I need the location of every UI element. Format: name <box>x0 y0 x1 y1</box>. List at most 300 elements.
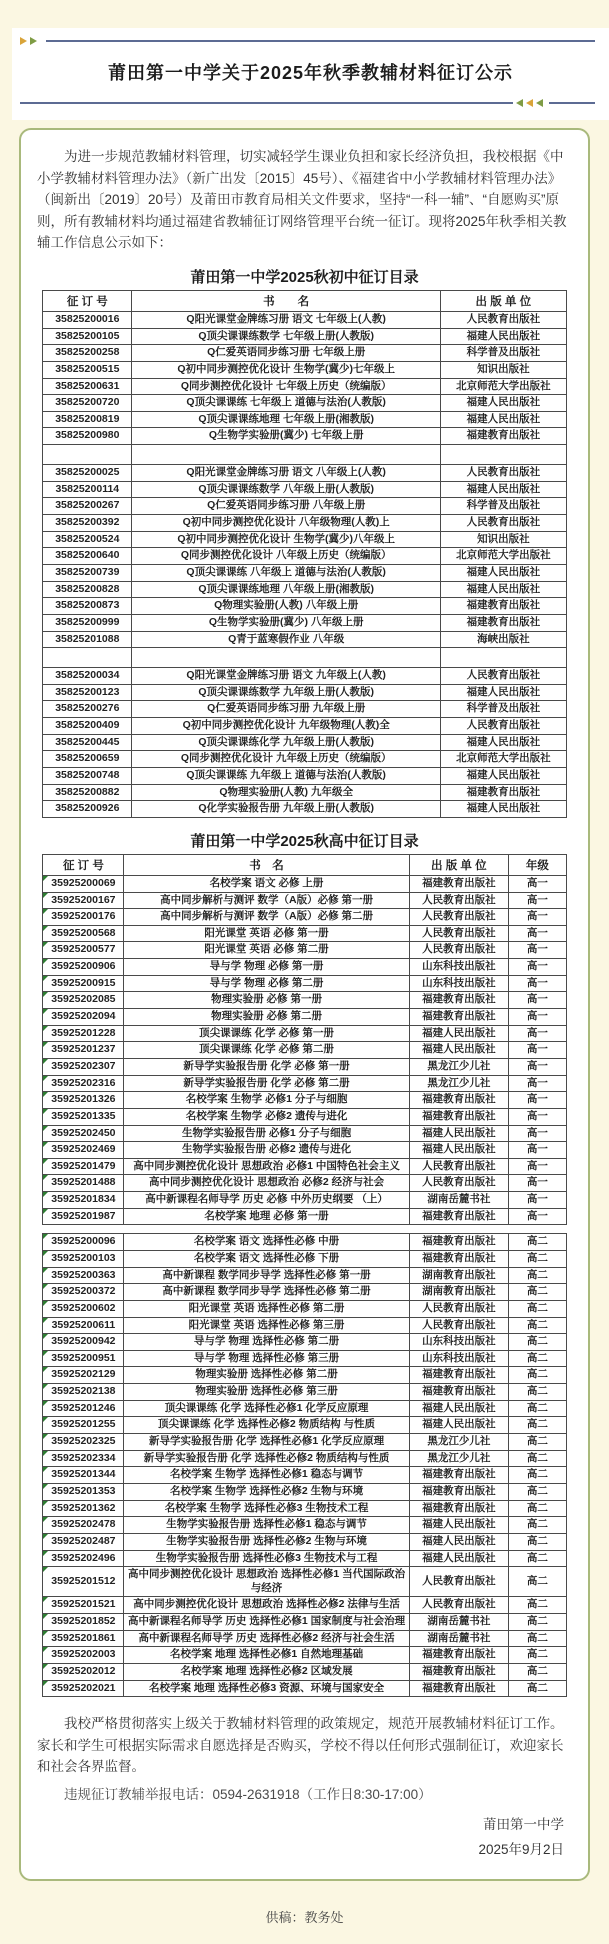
book-name-cell: 名校学案 语文 选择性必修 中册 <box>124 1234 409 1251</box>
table-row <box>43 734 566 751</box>
order-number-cell: 35825200105 <box>43 328 132 345</box>
order-number-cell: 35925201488 <box>43 1175 124 1192</box>
book-name-cell: 生物学实验报告册 选择性必修1 稳态与调节 <box>124 1517 409 1534</box>
book-name-cell: 新导学实验报告册 化学 必修 第二册 <box>124 1075 409 1092</box>
order-number-header: 征 订 号 <box>43 290 132 311</box>
publisher-cell: 福建人民出版社 <box>409 1550 508 1567</box>
table-row <box>43 1300 566 1317</box>
order-number-cell: 35825200748 <box>43 767 132 784</box>
publisher-cell: 福建教育出版社 <box>409 1234 508 1251</box>
table-row <box>43 1009 566 1026</box>
publisher-cell: 湖南岳麓书社 <box>409 1614 508 1631</box>
bottom-divider <box>12 99 609 107</box>
table-row <box>43 1025 566 1042</box>
book-name-cell: Q顶尖课课练化学 九年级上册(人教版) <box>132 734 441 751</box>
book-name-cell: 高中同步测控优化设计 思想政治 必修1 中国特色社会主义 <box>124 1158 409 1175</box>
book-name-cell: 名校学案 生物学 必修1 分子与细胞 <box>124 1092 409 1109</box>
cell-corner-marker-icon <box>43 1417 48 1422</box>
order-number-cell: 35925201255 <box>43 1417 124 1434</box>
arrow-right-gold-icon <box>20 37 27 45</box>
book-name-cell: 高中新课程名师导学 历史 必修 中外历史纲要 （上） <box>124 1192 409 1209</box>
order-number-cell: 35925200176 <box>43 909 124 926</box>
section-gap <box>37 1225 572 1233</box>
order-number-cell: 35925200096 <box>43 1234 124 1251</box>
table-row <box>43 1334 566 1351</box>
publisher-cell: 湖南教育出版社 <box>409 1267 508 1284</box>
book-name-cell: Q阳光课堂金牌练习册 语文 七年级上(人教) <box>132 311 441 328</box>
publisher-cell: 山东科技出版社 <box>409 975 508 992</box>
table-row <box>43 1142 566 1159</box>
table-row <box>43 909 566 926</box>
grade-cell: 高二 <box>509 1630 567 1647</box>
book-name-cell: 名校学案 地理 选择性必修2 区域发展 <box>124 1664 409 1681</box>
cell-corner-marker-icon <box>43 1334 48 1339</box>
order-number-cell: 35925200069 <box>43 875 124 892</box>
grade-cell: 高二 <box>509 1350 567 1367</box>
table-row <box>43 1234 566 1251</box>
book-name-cell: 物理实验册 选择性必修 第三册 <box>124 1384 409 1401</box>
book-name-cell: Q初中同步测控优化设计 生物学(冀少)七年级上 <box>132 361 441 378</box>
table-row <box>43 564 566 581</box>
publisher-cell: 湖南岳麓书社 <box>409 1630 508 1647</box>
publisher-cell: 福建人民出版社 <box>409 1125 508 1142</box>
publisher-cell: 福建人民出版社 <box>441 767 567 784</box>
table-row <box>43 992 566 1009</box>
book-name-cell: Q顶尖课课练地理 八年级上册(湘教版) <box>132 581 441 598</box>
order-number-cell: 35925201335 <box>43 1108 124 1125</box>
grade-cell: 高二 <box>509 1533 567 1550</box>
table-row <box>43 345 566 362</box>
publisher-cell: 福建教育出版社 <box>441 428 567 445</box>
order-number-cell: 35925200103 <box>43 1251 124 1268</box>
divider-line <box>20 102 513 104</box>
grade-cell: 高二 <box>509 1517 567 1534</box>
intro-paragraph: 为进一步规范教辅材料管理，切实减轻学生课业负担和家长经济负担，我校根据《中小学教辅材料管理办法》（新广出发〔2015〕45号）、《福建省中小学教辅材料管理办法》（闽新出〔2019〕20号）及莆田市教育局相关文件要求，坚持“一科一辅”、“自愿购买”原则，所有教辅材料均通过福建省教辅征订网络管理平台统一征订。现将2025年秋季相关教辅工作信息公示如下： <box>37 149 567 251</box>
grade-cell: 高一 <box>509 925 567 942</box>
order-number-cell: 35925200363 <box>43 1267 124 1284</box>
order-number-cell: 35925202469 <box>43 1142 124 1159</box>
book-name-cell: 名校学案 生物学 必修2 遗传与进化 <box>124 1108 409 1125</box>
table-row <box>43 684 566 701</box>
order-number-cell: 35925200611 <box>43 1317 124 1334</box>
table-row <box>43 1192 566 1209</box>
book-name-cell: 导与学 物理 选择性必修 第三册 <box>124 1350 409 1367</box>
publisher-cell: 福建人民出版社 <box>441 481 567 498</box>
grade-cell: 高一 <box>509 1075 567 1092</box>
senior-order-table-grade12 <box>42 1233 566 1697</box>
publisher-cell: 福建教育出版社 <box>409 1467 508 1484</box>
order-number-cell: 35825200819 <box>43 411 132 428</box>
table-row <box>43 784 566 801</box>
cell-corner-marker-icon <box>43 1517 48 1522</box>
table-row <box>43 1384 566 1401</box>
table-row <box>43 1108 566 1125</box>
order-number-cell: 35925202138 <box>43 1384 124 1401</box>
book-name-cell: 生物学实验报告册 选择性必修2 生物与环境 <box>124 1533 409 1550</box>
senior-order-table-grade11 <box>42 854 566 1225</box>
table-row <box>43 498 566 515</box>
book-name-cell: 名校学案 生物学 选择性必修3 生物技术工程 <box>124 1500 409 1517</box>
book-name-cell: Q同步测控优化设计 八年级上历史（统编版） <box>132 548 441 565</box>
publisher-cell: 福建人民出版社 <box>441 684 567 701</box>
book-name-cell: 物理实验册 选择性必修 第二册 <box>124 1367 409 1384</box>
publisher-cell: 北京师范大学出版社 <box>441 751 567 768</box>
table-row <box>43 1075 566 1092</box>
order-number-cell <box>43 648 132 668</box>
order-number-cell: 35925202496 <box>43 1550 124 1567</box>
publisher-cell: 科学普及出版社 <box>441 498 567 515</box>
grade-cell: 高一 <box>509 1125 567 1142</box>
grade-cell: 高一 <box>509 1208 567 1225</box>
table-row <box>43 1500 566 1517</box>
cell-corner-marker-icon <box>43 959 48 964</box>
publisher-cell: 福建教育出版社 <box>409 1108 508 1125</box>
publisher-cell: 福建教育出版社 <box>409 1680 508 1697</box>
book-name-cell: Q仁爱英语同步练习册 八年级上册 <box>132 498 441 515</box>
order-number-cell: 35925200372 <box>43 1284 124 1301</box>
order-number-cell: 35825200999 <box>43 614 132 631</box>
grade-cell: 高一 <box>509 909 567 926</box>
book-name-cell: 高中新课程名师导学 历史 选择性必修2 经济与社会生活 <box>124 1630 409 1647</box>
top-divider <box>12 37 609 45</box>
table-row <box>43 1092 566 1109</box>
book-name-cell: 高中同步测控优化设计 思想政治 选择性必修1 当代国际政治与经济 <box>124 1567 409 1597</box>
order-number-cell: 35825200267 <box>43 498 132 515</box>
publisher-cell: 人民教育出版社 <box>409 1300 508 1317</box>
grade-cell: 高一 <box>509 1108 567 1125</box>
book-name-cell: Q初中同步测控优化设计 生物学(冀少)八年级上 <box>132 531 441 548</box>
cell-corner-marker-icon <box>43 1234 48 1239</box>
book-name-cell: Q顶尖课课练 八年级上 道德与法治(人教版) <box>132 564 441 581</box>
publisher-cell: 人民教育出版社 <box>409 925 508 942</box>
cell-corner-marker-icon <box>43 1076 48 1081</box>
grade-cell: 高二 <box>509 1317 567 1334</box>
publisher-cell: 福建教育出版社 <box>409 1009 508 1026</box>
book-name-cell: 高中新课程 数学同步导学 选择性必修 第二册 <box>124 1284 409 1301</box>
table-row <box>43 767 566 784</box>
table-row <box>43 1125 566 1142</box>
book-name-cell: Q初中同步测控优化设计 九年级物理(人教)全 <box>132 718 441 735</box>
cell-corner-marker-icon <box>43 893 48 898</box>
book-name-cell: Q物理实验册(人教) 九年级全 <box>132 784 441 801</box>
order-number-cell: 35925202003 <box>43 1647 124 1664</box>
table-row <box>43 1367 566 1384</box>
book-name-cell: 生物学实验报告册 选择性必修3 生物技术与工程 <box>124 1550 409 1567</box>
table-row <box>43 598 566 615</box>
junior-order-table <box>42 290 566 818</box>
table-row <box>43 1175 566 1192</box>
table-row <box>43 428 566 445</box>
table-row <box>43 581 566 598</box>
order-number-cell: 35925201353 <box>43 1483 124 1500</box>
table-row <box>43 701 566 718</box>
grade-cell: 高二 <box>509 1664 567 1681</box>
publisher-cell: 福建教育出版社 <box>409 1208 508 1225</box>
book-name-cell: Q仁爱英语同步练习册 九年级上册 <box>132 701 441 718</box>
book-name-cell: 新导学实验报告册 化学 必修 第一册 <box>124 1058 409 1075</box>
order-number-cell: 35925200942 <box>43 1334 124 1351</box>
publisher-cell: 福建教育出版社 <box>409 1500 508 1517</box>
publisher-header: 出 版 单 位 <box>409 854 508 875</box>
book-name-cell: Q顶尖课课练数学 七年级上册(人教版) <box>132 328 441 345</box>
publisher-cell: 知识出版社 <box>441 531 567 548</box>
order-number-cell: 35825200025 <box>43 465 132 482</box>
book-name-cell: Q阳光课堂金牌练习册 语文 九年级上(人教) <box>132 668 441 685</box>
grade-cell: 高二 <box>509 1334 567 1351</box>
table-row <box>43 1042 566 1059</box>
cell-corner-marker-icon <box>43 1284 48 1289</box>
table-row <box>43 718 566 735</box>
order-number-cell: 35825200392 <box>43 515 132 532</box>
table-row <box>43 1614 566 1631</box>
table-row <box>43 1567 566 1597</box>
order-number-cell: 35825200524 <box>43 531 132 548</box>
order-number-cell: 35925201512 <box>43 1567 124 1597</box>
junior-table-title: 莆田第一中学2025秋初中征订目录 <box>190 268 419 286</box>
table-row <box>43 515 566 532</box>
publisher-cell: 黑龙江少儿社 <box>409 1434 508 1451</box>
order-number-cell: 35925202325 <box>43 1434 124 1451</box>
publisher-cell: 福建人民出版社 <box>409 1533 508 1550</box>
publisher-cell: 福建教育出版社 <box>409 1647 508 1664</box>
publisher-cell: 湖南教育出版社 <box>409 1284 508 1301</box>
grade-cell: 高二 <box>509 1680 567 1697</box>
table-row <box>43 751 566 768</box>
publisher-cell: 人民教育出版社 <box>409 942 508 959</box>
grade-cell: 高二 <box>509 1450 567 1467</box>
table-row <box>43 631 566 648</box>
book-name-cell: 顶尖课课练 化学 必修 第一册 <box>124 1025 409 1042</box>
publisher-cell: 科学普及出版社 <box>441 701 567 718</box>
publisher-cell: 福建教育出版社 <box>409 1092 508 1109</box>
publisher-cell: 湖南岳麓书社 <box>409 1192 508 1209</box>
grade-cell: 高一 <box>509 1175 567 1192</box>
publisher-cell: 福建教育出版社 <box>409 1251 508 1268</box>
publisher-cell: 福建教育出版社 <box>441 784 567 801</box>
grade-cell: 高一 <box>509 1058 567 1075</box>
cell-corner-marker-icon <box>43 909 48 914</box>
table-row <box>43 411 566 428</box>
publisher-cell: 福建教育出版社 <box>409 1483 508 1500</box>
publisher-cell: 福建人民出版社 <box>441 801 567 818</box>
cell-corner-marker-icon <box>43 1351 48 1356</box>
table-row <box>43 548 566 565</box>
cell-corner-marker-icon <box>43 1175 48 1180</box>
book-name-cell: 高中同步测控优化设计 思想政治 必修2 经济与社会 <box>124 1175 409 1192</box>
table-row <box>43 378 566 395</box>
grade-cell: 高一 <box>509 1142 567 1159</box>
publisher-cell: 福建人民出版社 <box>409 1042 508 1059</box>
divider-line <box>549 102 595 104</box>
order-number-cell: 35925202450 <box>43 1125 124 1142</box>
arrow-left-green-icon <box>516 99 523 107</box>
book-name-header: 书 名 <box>132 290 441 311</box>
table-row <box>43 361 566 378</box>
grade-cell: 高一 <box>509 1092 567 1109</box>
grade-cell: 高一 <box>509 892 567 909</box>
book-name-cell: 阳光课堂 英语 选择性必修 第三册 <box>124 1317 409 1334</box>
page-header <box>12 28 609 120</box>
order-number-cell: 35925202021 <box>43 1680 124 1697</box>
publisher-cell: 福建人民出版社 <box>441 581 567 598</box>
page <box>0 28 609 1944</box>
grade-cell: 高一 <box>509 1158 567 1175</box>
book-name-cell: 导与学 物理 选择性必修 第二册 <box>124 1334 409 1351</box>
order-number-cell: 35925200951 <box>43 1350 124 1367</box>
order-number-cell: 35825200882 <box>43 784 132 801</box>
order-number-cell: 35825200123 <box>43 684 132 701</box>
book-name-cell: 阳光课堂 英语 必修 第二册 <box>124 942 409 959</box>
book-name-cell: 阳光课堂 英语 必修 第一册 <box>124 925 409 942</box>
grade-header: 年级 <box>509 854 567 875</box>
cell-corner-marker-icon <box>43 1597 48 1602</box>
table-row <box>43 1058 566 1075</box>
cell-corner-marker-icon <box>43 1251 48 1256</box>
order-number-cell: 35925200577 <box>43 942 124 959</box>
publisher-cell: 人民教育出版社 <box>409 1158 508 1175</box>
cell-corner-marker-icon <box>43 1484 48 1489</box>
table-row <box>43 1450 566 1467</box>
publisher-cell: 人民教育出版社 <box>441 668 567 685</box>
order-number-cell: 35925200167 <box>43 892 124 909</box>
order-number-cell: 35925202129 <box>43 1367 124 1384</box>
order-number-cell: 35825200659 <box>43 751 132 768</box>
book-name-cell: 物理实验册 必修 第二册 <box>124 1009 409 1026</box>
book-name-cell: Q顶尖课课练 七年级上 道德与法治(人教版) <box>132 395 441 412</box>
table-row <box>43 614 566 631</box>
publisher-cell: 黑龙江少儿社 <box>409 1058 508 1075</box>
order-number-cell: 35925202478 <box>43 1517 124 1534</box>
order-number-cell: 35925201326 <box>43 1092 124 1109</box>
order-number-cell: 35825200828 <box>43 581 132 598</box>
order-number-cell: 35925201246 <box>43 1400 124 1417</box>
arrow-left-green-icon <box>536 99 543 107</box>
cell-corner-marker-icon <box>43 1042 48 1047</box>
cell-corner-marker-icon <box>43 976 48 981</box>
cell-corner-marker-icon <box>43 1142 48 1147</box>
order-number-header: 征 订 号 <box>43 854 124 875</box>
publisher-cell: 山东科技出版社 <box>409 959 508 976</box>
order-number-cell: 35925201834 <box>43 1192 124 1209</box>
grade-cell: 高二 <box>509 1467 567 1484</box>
order-number-cell: 35925202012 <box>43 1664 124 1681</box>
book-name-cell: 顶尖课课练 化学 选择性必修2 物质结构 与性质 <box>124 1417 409 1434</box>
book-name-cell: 物理实验册 必修 第一册 <box>124 992 409 1009</box>
order-number-cell: 35925202316 <box>43 1075 124 1092</box>
table-row <box>43 1533 566 1550</box>
cell-corner-marker-icon <box>43 1551 48 1556</box>
book-name-cell: Q同步测控优化设计 七年级上历史（统编版） <box>132 378 441 395</box>
book-name-cell: 高中新课程名师导学 历史 选择性必修1 国家制度与社会治理 <box>124 1614 409 1631</box>
publisher-cell: 人民教育出版社 <box>441 465 567 482</box>
publisher-cell: 黑龙江少儿社 <box>409 1075 508 1092</box>
order-number-cell: 35925200906 <box>43 959 124 976</box>
grade-cell: 高一 <box>509 1009 567 1026</box>
book-name-cell: 名校学案 语文 选择性必修 下册 <box>124 1251 409 1268</box>
arrow-right-green-icon <box>30 37 37 45</box>
grade-cell: 高二 <box>509 1284 567 1301</box>
senior-table-title: 莆田第一中学2025秋高中征订目录 <box>190 832 419 850</box>
cell-corner-marker-icon <box>43 1434 48 1439</box>
cell-corner-marker-icon <box>43 942 48 947</box>
publisher-cell: 人民教育出版社 <box>409 1317 508 1334</box>
cell-corner-marker-icon <box>43 1009 48 1014</box>
cell-corner-marker-icon <box>43 1451 48 1456</box>
cell-corner-marker-icon <box>43 926 48 931</box>
table-row <box>43 1597 566 1614</box>
publisher-cell: 人民教育出版社 <box>409 909 508 926</box>
publisher-header: 出 版 单 位 <box>441 290 567 311</box>
table-row <box>43 481 566 498</box>
cell-corner-marker-icon <box>43 1681 48 1686</box>
page-title: 莆田第一中学关于2025年秋季教辅材料征订公示 <box>107 63 514 83</box>
table-row <box>43 875 566 892</box>
publisher-cell: 人民教育出版社 <box>409 892 508 909</box>
table-row <box>43 1208 566 1225</box>
order-number-cell: 35825200926 <box>43 801 132 818</box>
publisher-cell: 北京师范大学出版社 <box>441 548 567 565</box>
cell-corner-marker-icon <box>43 1268 48 1273</box>
book-name-cell <box>132 445 441 465</box>
table-row <box>43 395 566 412</box>
table-row <box>43 1483 566 1500</box>
grade-cell: 高一 <box>509 992 567 1009</box>
book-name-cell: 高中同步解析与测评 数学（A版）必修 第二册 <box>124 909 409 926</box>
cell-corner-marker-icon <box>43 1026 48 1031</box>
table-row <box>43 1284 566 1301</box>
table-row <box>43 1630 566 1647</box>
publisher-cell: 福建人民出版社 <box>441 395 567 412</box>
table-row <box>43 1680 566 1697</box>
book-name-cell: Q物理实验册(人教) 八年级上册 <box>132 598 441 615</box>
order-number-cell: 35825200640 <box>43 548 132 565</box>
order-number-cell: 35925202334 <box>43 1450 124 1467</box>
grade-cell: 高一 <box>509 959 567 976</box>
publisher-cell: 福建教育出版社 <box>409 1384 508 1401</box>
cell-corner-marker-icon <box>43 1467 48 1472</box>
publisher-cell: 人民教育出版社 <box>441 311 567 328</box>
book-name-cell: Q同步测控优化设计 九年级上历史（统编版） <box>132 751 441 768</box>
grade-cell: 高一 <box>509 875 567 892</box>
table-row <box>43 531 566 548</box>
grade-cell: 高二 <box>509 1567 567 1597</box>
table-row <box>43 801 566 818</box>
book-name-cell: Q青于蓝寒假作业 八年级 <box>132 631 441 648</box>
order-number-cell: 35925202307 <box>43 1058 124 1075</box>
grade-cell: 高二 <box>509 1300 567 1317</box>
table-row <box>43 328 566 345</box>
book-name-cell: Q阳光课堂金牌练习册 语文 八年级上(人教) <box>132 465 441 482</box>
book-name-cell: Q化学实验报告册 九年级上册(人教版) <box>132 801 441 818</box>
table-row <box>43 1647 566 1664</box>
table-row <box>43 1467 566 1484</box>
cell-corner-marker-icon <box>43 1126 48 1131</box>
order-number-cell: 35825200409 <box>43 718 132 735</box>
signer-name: 莆田第一中学 <box>483 1816 564 1832</box>
book-name-cell: 新导学实验报告册 化学 选择性必修2 物质结构与性质 <box>124 1450 409 1467</box>
grade-cell: 高二 <box>509 1434 567 1451</box>
grade-cell: 高二 <box>509 1384 567 1401</box>
grade-cell: 高二 <box>509 1550 567 1567</box>
publisher-cell: 黑龙江少儿社 <box>409 1450 508 1467</box>
publisher-cell: 福建人民出版社 <box>409 1400 508 1417</box>
publisher-cell: 人民教育出版社 <box>409 1567 508 1597</box>
book-name-cell: Q初中同步测控优化设计 八年级物理(人教)上 <box>132 515 441 532</box>
table-row <box>43 1434 566 1451</box>
book-name-cell: 高中同步解析与测评 数学（A版）必修 第一册 <box>124 892 409 909</box>
cell-corner-marker-icon <box>43 1318 48 1323</box>
book-name-cell: 新导学实验报告册 化学 选择性必修1 化学反应原理 <box>124 1434 409 1451</box>
